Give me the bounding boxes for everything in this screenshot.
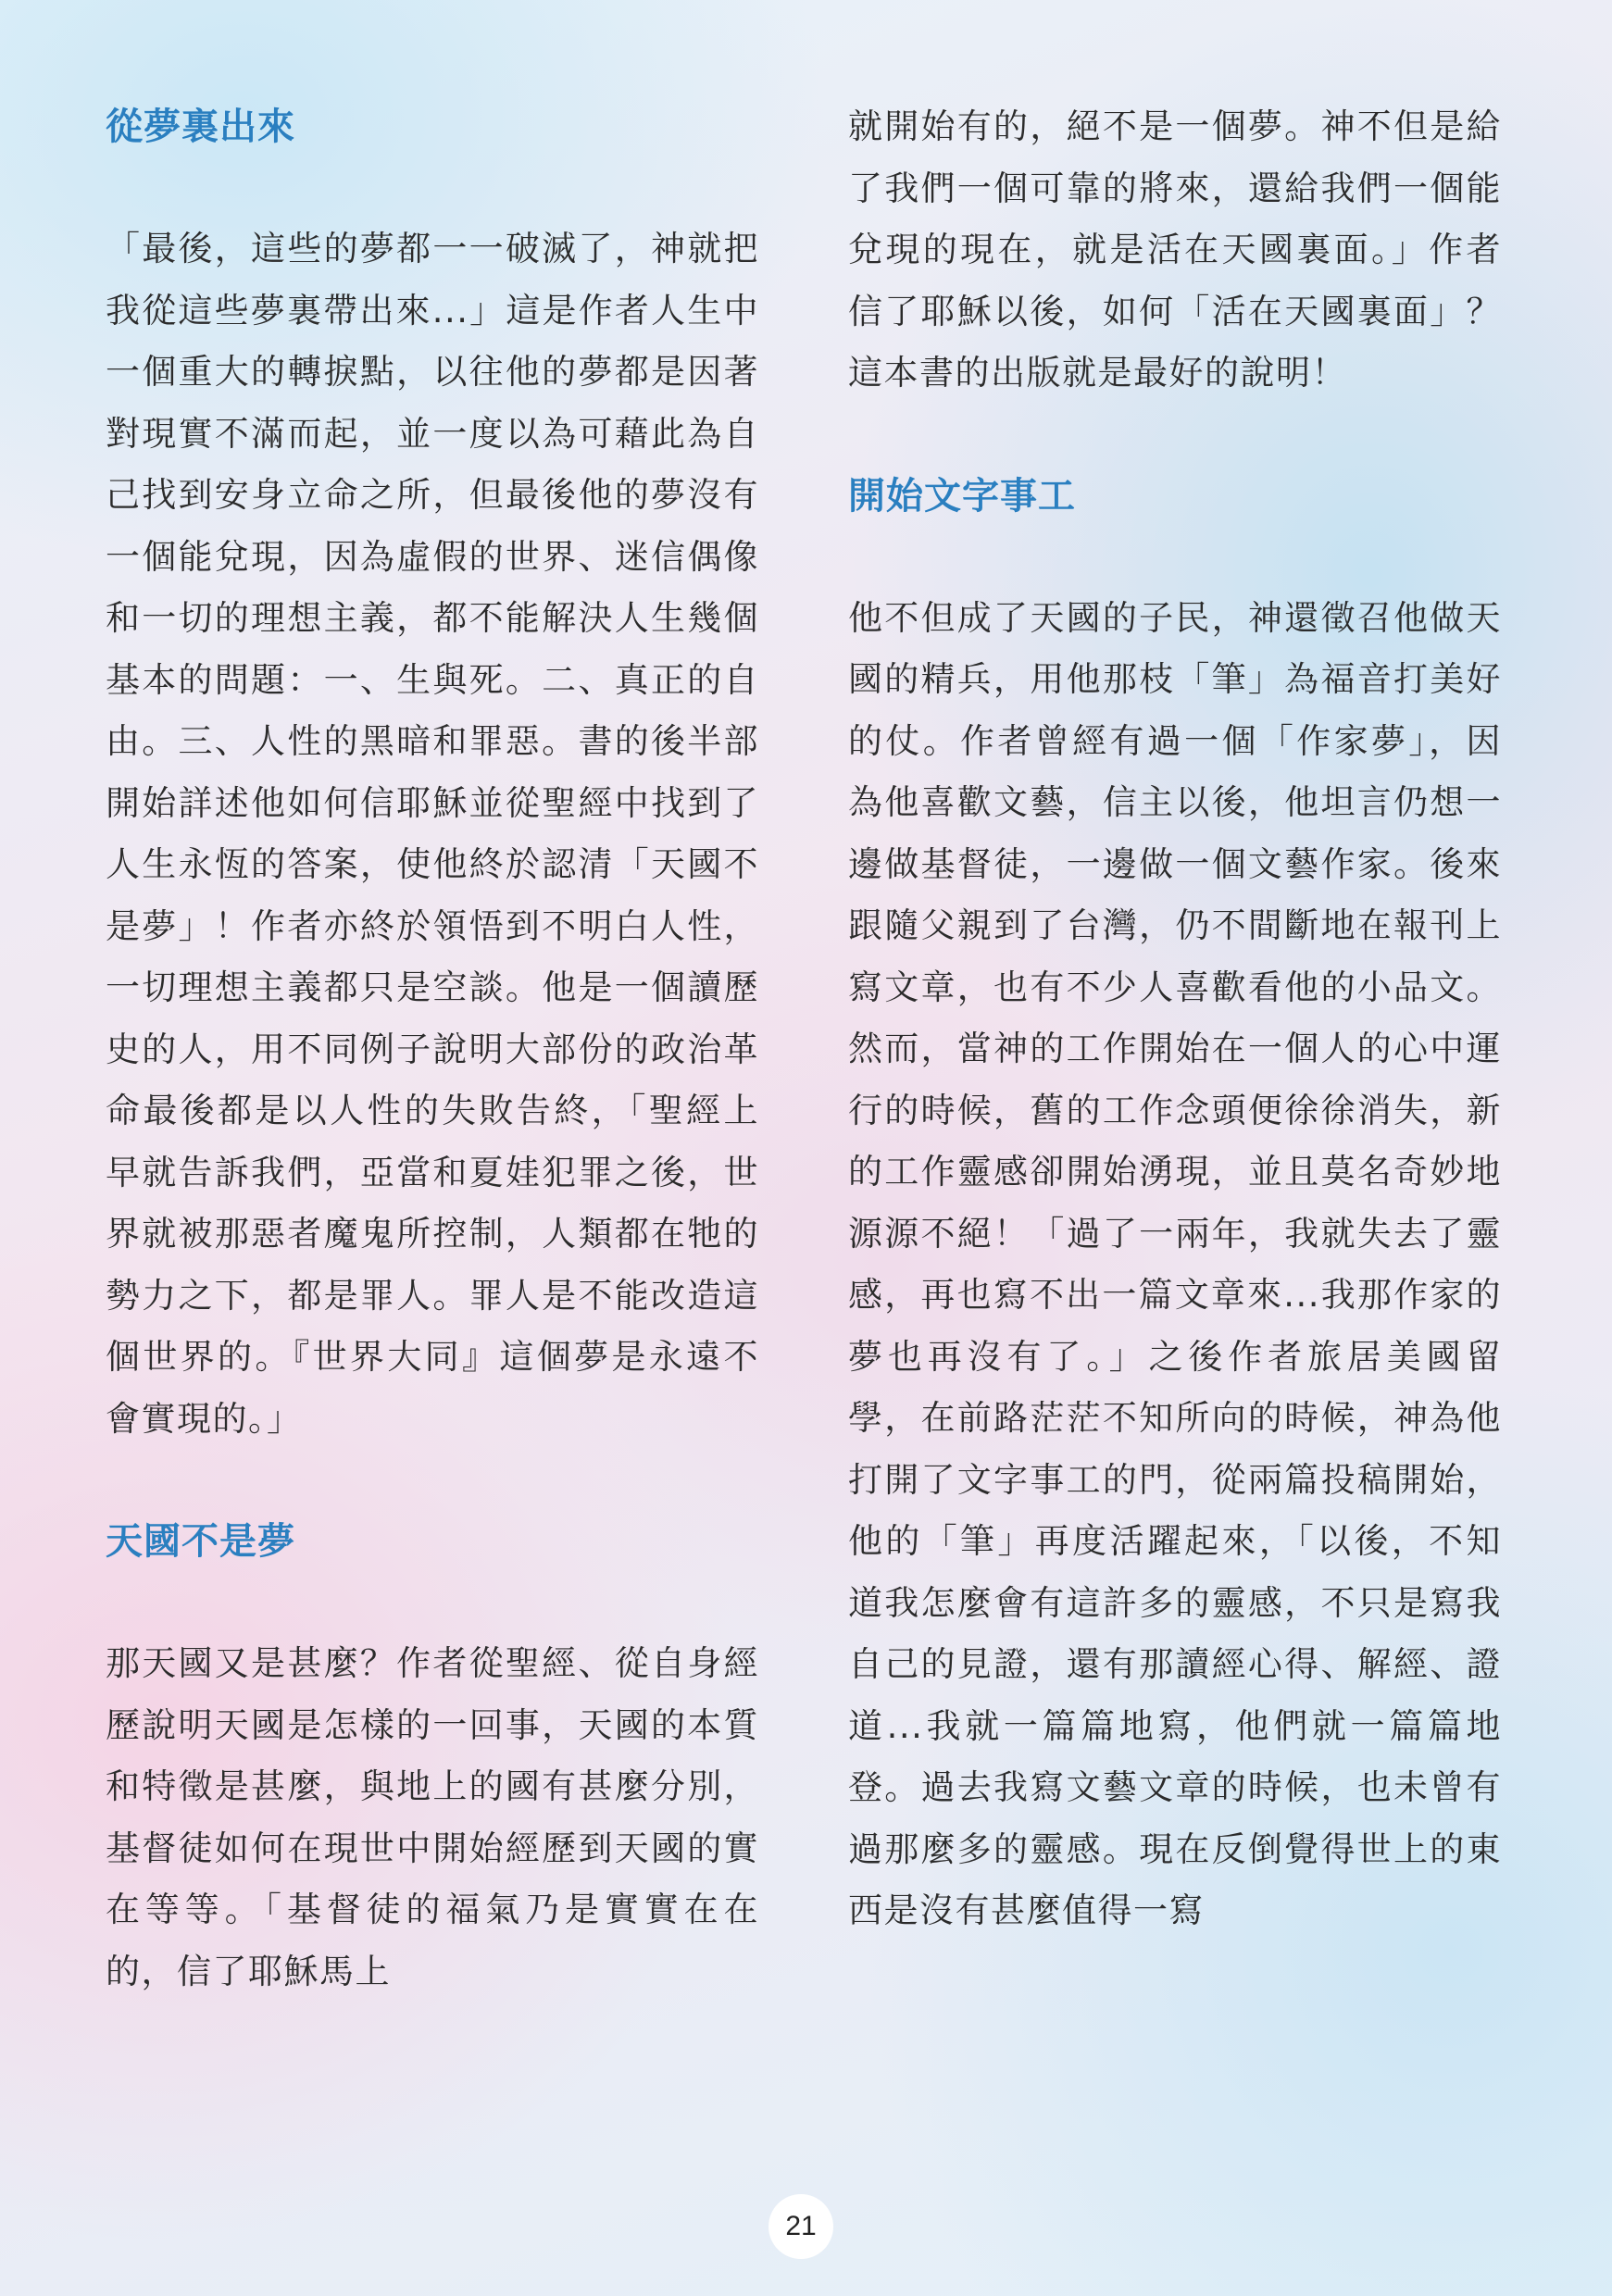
- spacer: [106, 1572, 759, 1633]
- section-heading-kingdom-not-dream: 天國不是夢: [106, 1520, 295, 1563]
- spacer: [106, 1450, 759, 1511]
- left-column: [106, 96, 759, 2003]
- section-heading-from-dreams: 從夢裏出來: [106, 106, 295, 148]
- right-column: [848, 96, 1502, 1942]
- body-paragraph: 「最後，這些的夢都一一破滅了，神就把我從這些夢裏帶出來...」這是作者人生中一個重大的轉捩點，以往他的夢都是因著對現實不滿而起，並一度以為可藉此為自己找到安身立命之所，但最後他的夢沒有一個能兌現，因為虛假的世界、迷信偶像和一切的理想主義，都不能解決人生幾個基本的問題：一、生與死。二、真正的自由。三、人性的黑暗和罪惡。書的後半部開始詳述他如何信耶穌並從聖經中找到了人生永恆的答案，使他終於認清「天國不是夢」！作者亦終於領悟到不明白人性，一切理想主義都只是空談。他是一個讀歷史的人，用不同例子說明大部份的政治革命最後都是以人性的失敗告終，「聖經上早就告訴我們，亞當和夏娃犯罪之後，世界就被那惡者魔鬼所控制，人類都在牠的勢力之下，都是罪人。罪人是不能改造這個世界的。『世界大同』這個夢是永遠不會實現的。」: [106, 229, 759, 1439]
- page-number: 21: [769, 2194, 833, 2259]
- section-heading-literary-ministry: 開始文字事工: [848, 474, 1076, 518]
- spacer: [848, 405, 1502, 466]
- spacer: [106, 157, 759, 218]
- body-paragraph: 就開始有的，絕不是一個夢。神不但是給了我們一個可靠的將來，還給我們一個能兌現的現在，就是活在天國裏面。」作者信了耶穌以後，如何「活在天國裏面」？這本書的出版就是最好的說明！: [848, 106, 1502, 393]
- body-paragraph: 他不但成了天國的子民，神還徵召他做天國的精兵，用他那枝「筆」為福音打美好的仗。作者曾經有過一個「作家夢」，因為他喜歡文藝，信主以後，他坦言仍想一邊做基督徒，一邊做一個文藝作家。後來跟隨父親到了台灣，仍不間斷地在報刊上寫文章，也有不少人喜歡看他的小品文。然而，當神的工作開始在一個人的心中運行的時候，舊的工作念頭便徐徐消失，新的工作靈感卻開始湧現，並且莫名奇妙地源源不絕！「過了一兩年，我就失去了靈感，再也寫不出一篇文章來...我那作家的夢也再沒有了。」之後作者旅居美國留學，在前路茫茫不知所向的時候，神為他打開了文字事工的門，從兩篇投稿開始，他的「筆」再度活躍起來，「以後，不知道我怎麼會有這許多的靈感，不只是寫我自己的見證，還有那讀經心得、解經、證道...我就一篇篇地寫，他們就一篇篇地登。過去我寫文藝文章的時候，也未曾有過那麼多的靈感。現在反倒覺得世上的東西是沒有甚麼值得一寫: [848, 597, 1502, 1930]
- spacer: [848, 527, 1502, 588]
- body-paragraph: 那天國又是甚麼？作者從聖經、從自身經歷說明天國是怎樣的一回事，天國的本質和特徵是甚麼，與地上的國有甚麼分別，基督徒如何在現世中開始經歷到天國的實在等等。「基督徒的福氣乃是實實在在的，信了耶穌馬上: [106, 1643, 759, 1991]
